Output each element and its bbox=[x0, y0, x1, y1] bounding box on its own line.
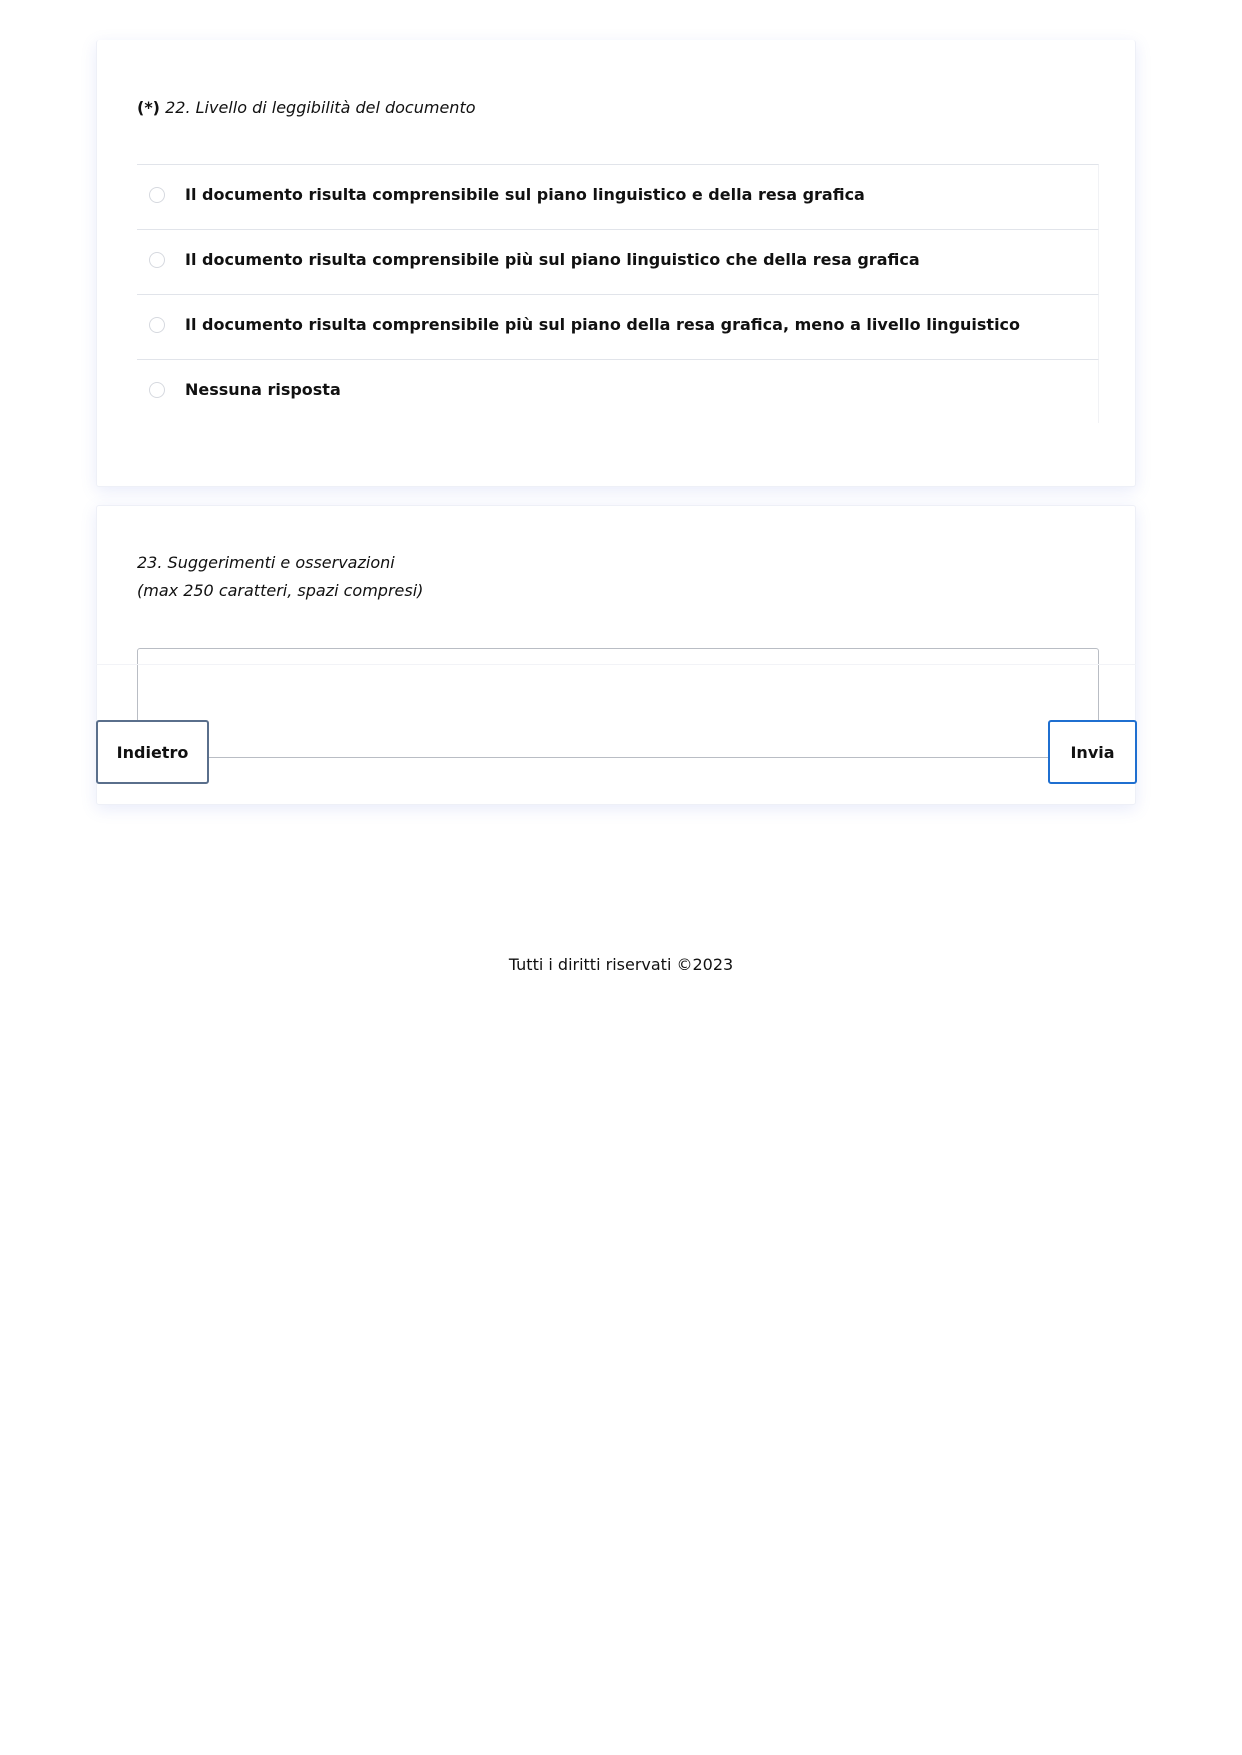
divider bbox=[96, 664, 1136, 665]
radio-option-label[interactable]: Il documento risulta comprensibile più sul piano della resa grafica, meno a livello linguistico bbox=[185, 315, 1021, 334]
radio-button[interactable] bbox=[149, 252, 165, 268]
radio-option-label[interactable]: Nessuna risposta bbox=[185, 380, 341, 399]
radio-button[interactable] bbox=[149, 187, 165, 203]
question-22-options bbox=[137, 164, 1099, 423]
question-22-text: 22. Livello di leggibilità del documento bbox=[165, 98, 476, 117]
question-22-label bbox=[137, 94, 476, 122]
radio-option-2[interactable] bbox=[137, 229, 1099, 294]
radio-option-1[interactable] bbox=[137, 164, 1099, 229]
required-marker: (*) bbox=[137, 98, 160, 117]
radio-option-label[interactable]: Il documento risulta comprensibile più sul piano linguistico che della resa grafica bbox=[185, 250, 920, 269]
footer-copyright: Tutti i diritti riservati ©2023 bbox=[508, 955, 734, 974]
radio-option-4[interactable] bbox=[137, 359, 1099, 423]
question-23-label bbox=[137, 549, 423, 605]
radio-option-3[interactable] bbox=[137, 294, 1099, 359]
question-23-text: 23. Suggerimenti e osservazioni bbox=[137, 553, 395, 572]
back-button[interactable]: Indietro bbox=[96, 720, 209, 784]
radio-button[interactable] bbox=[149, 317, 165, 333]
question-23-card bbox=[96, 505, 1136, 805]
question-23-hint: (max 250 caratteri, spazi compresi) bbox=[137, 581, 424, 600]
radio-option-label[interactable]: Il documento risulta comprensibile sul piano linguistico e della resa grafica bbox=[185, 185, 865, 204]
send-button[interactable]: Invia bbox=[1048, 720, 1137, 784]
question-22-card bbox=[96, 40, 1136, 487]
radio-button[interactable] bbox=[149, 382, 165, 398]
